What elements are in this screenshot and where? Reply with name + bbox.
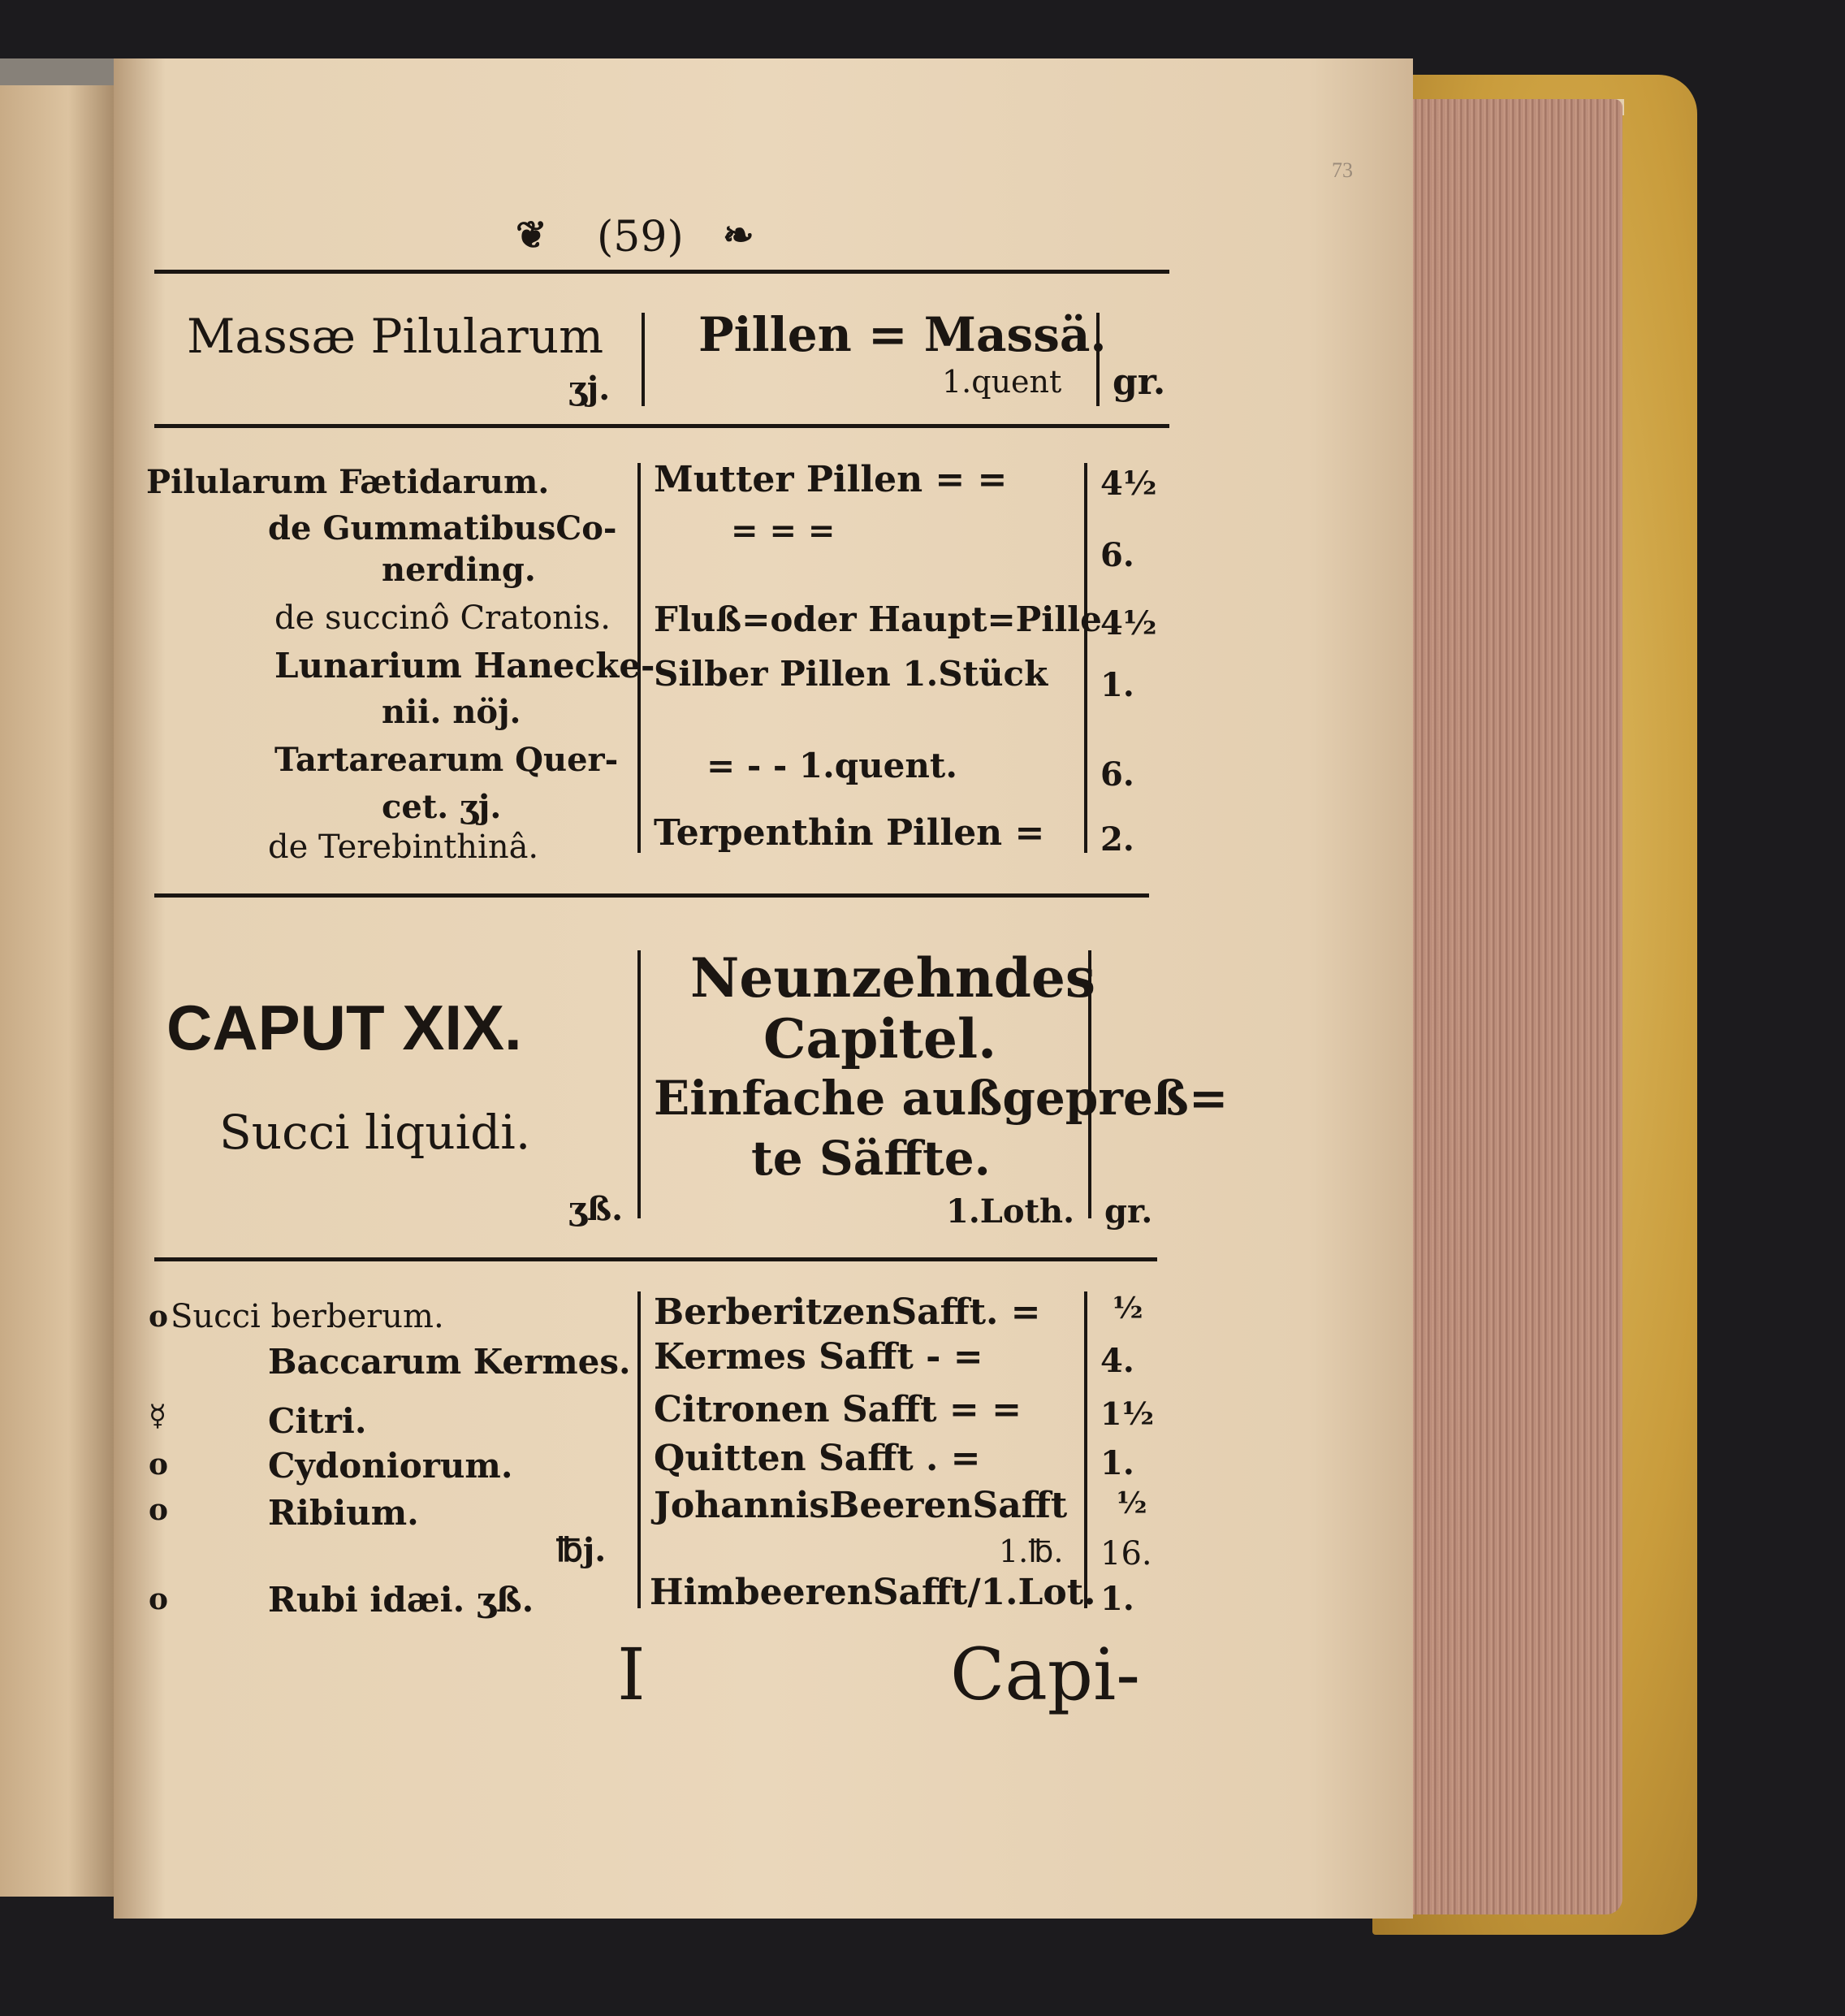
table1-top-rule [154,424,1169,428]
corner-note: 73 [1332,158,1353,182]
table2-price: 4. [1100,1342,1134,1380]
table2-german: BerberitzenSafft. = [654,1291,1041,1333]
ornament-left: ❦ [516,213,547,257]
table2-latin: Ribium. [268,1493,419,1533]
kapitel-unit: 1.Loth. [946,1192,1075,1231]
latin-heading: Massæ Pilularum [187,309,604,364]
table2-mark: o [149,1447,169,1482]
table2-latin: Succi berberum. [171,1298,444,1335]
german-heading: Pillen = Massä. [698,307,1107,362]
kapitel-price-heading: gr. [1104,1192,1153,1231]
table2-price: 16. [1100,1535,1152,1573]
table2-latin: Cydoniorum. [268,1446,513,1486]
table1-latin: Lunarium Hanecke- [274,646,655,686]
table1-german: Mutter Pillen = = [654,459,1008,500]
header-vrule-2 [1096,313,1100,406]
table2-mark: o [149,1300,169,1334]
signature-mark: I [617,1633,646,1716]
table1-german: Silber Pillen 1.Stück [654,654,1048,694]
page-number: (59) [597,213,684,262]
header-vrule-1 [642,313,645,406]
table1-bottom-rule [154,893,1149,898]
latin-unit: ʒj. [568,370,611,408]
table2-latin: Rubi idæi. ʒß. [268,1580,534,1620]
kapitel-line-4: te Säffte. [751,1131,991,1186]
table2-price: 1. [1100,1580,1134,1618]
header-rule [154,270,1169,274]
table1-latin: de GummatibusCo- [268,509,617,547]
table2-german: Citronen Safft = = [654,1389,1022,1430]
table2-mark: ☿ [149,1399,167,1433]
price-heading: gr. [1113,361,1166,403]
table2-mark: o [149,1493,169,1527]
kapitel-line-1: Neunzehndes [690,946,1096,1010]
kapitel-line-2: Capitel. [763,1007,997,1071]
table2-price: ½ [1113,1291,1143,1326]
catchword: Capi- [950,1633,1141,1716]
table2-top-rule [154,1257,1157,1261]
table1-latin: cet. ʒj. [382,788,502,826]
table1-price: 4½ [1100,604,1157,642]
table1-price: 2. [1100,820,1134,859]
ornament-right: ❧ [723,213,754,257]
caput-vrule-1 [637,950,641,1218]
table2-german: JohannisBeerenSafft [654,1485,1068,1526]
table2-vrule-2 [1084,1291,1087,1608]
table1-price: 6. [1100,755,1134,794]
german-unit: 1.quent [942,364,1062,400]
kapitel-line-3: Einfache außgepreß= [654,1071,1229,1126]
table1-vrule-2 [1084,463,1087,853]
table2-german: HimbeerenSafft/1.Lot. [650,1572,1096,1613]
table2-latin: Citri. [268,1401,367,1441]
table2-german: Quitten Safft . = [654,1438,981,1479]
table1-german: = - - 1.quent. [706,746,957,785]
table2-price: 1. [1100,1444,1134,1482]
table1-latin: de Terebinthinâ. [268,828,539,866]
table2-mark: o [149,1582,169,1616]
table1-latin: nerding. [382,551,536,589]
caput-unit: ʒß. [568,1190,624,1228]
table2-vrule-1 [637,1291,641,1608]
table1-german: Fluß=oder Haupt=Pille [654,599,1102,639]
table2-german: Kermes Safft - = [654,1336,983,1378]
table1-latin: nii. nöj. [382,693,521,731]
table1-german: Terpenthin Pillen = [654,812,1045,854]
table1-german: = = = [731,512,836,550]
table1-price: 1. [1100,666,1134,704]
page-edges [1411,99,1622,1914]
caput-subtitle: Succi liquidi. [219,1105,531,1160]
caput-heading: CAPUT XIX. [166,992,522,1063]
table1-latin: de succinô Cratonis. [274,599,611,637]
table1-latin: Pilularum Fætidarum. [146,463,550,501]
table2-latin: ℔j. [556,1531,607,1569]
left-page-edge [0,85,114,1897]
table2-german: 1.℔. [999,1534,1064,1569]
table1-price: 4½ [1100,465,1157,503]
table2-latin: Baccarum Kermes. [268,1342,631,1382]
table1-price: 6. [1100,536,1134,574]
table2-price: ½ [1117,1486,1147,1521]
table2-price: 1½ [1100,1395,1155,1432]
table1-latin: Tartarearum Quer- [274,741,619,779]
